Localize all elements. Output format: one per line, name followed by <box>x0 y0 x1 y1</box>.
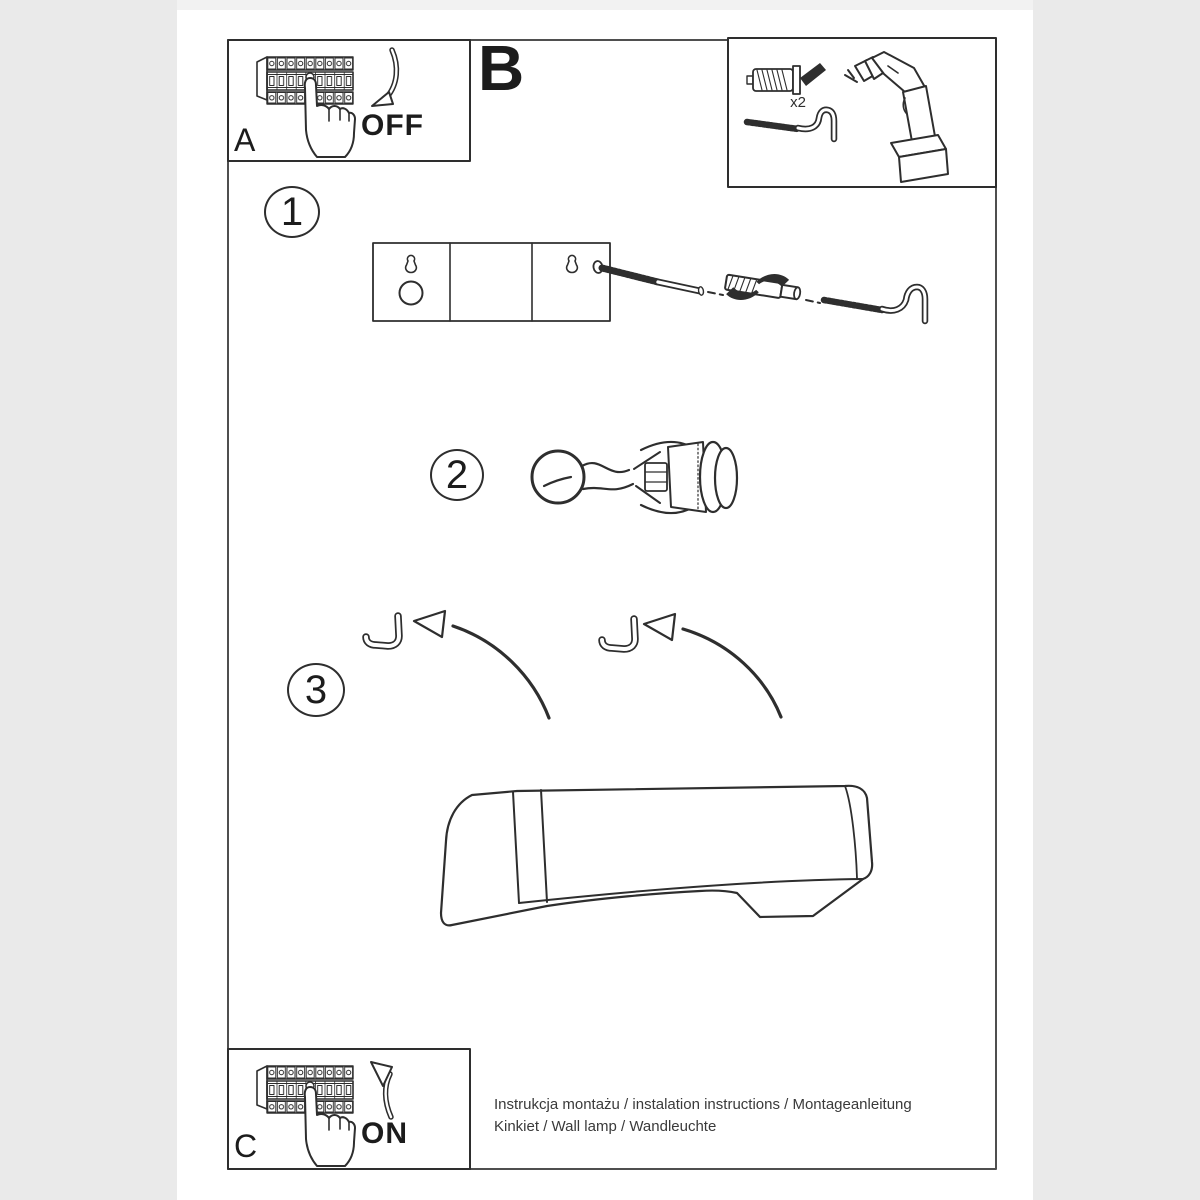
step2-socket <box>532 442 737 513</box>
outer-frame <box>228 40 996 1169</box>
wire-loop-icon <box>532 451 584 503</box>
lamp-socket-icon <box>582 442 737 513</box>
power-on-panel <box>228 1049 470 1169</box>
wall-lamp-body-icon <box>441 786 872 926</box>
mounting-plate-icon <box>373 243 610 321</box>
breaker-on-label: ON <box>361 1117 408 1150</box>
wall-anchor-icon <box>724 266 803 309</box>
hook-icon <box>366 616 635 649</box>
section-label-a: A <box>234 122 256 158</box>
breaker-off-label: OFF <box>361 109 424 142</box>
step-number-2-text: 2 <box>445 452 469 497</box>
section-label-c: C <box>234 1128 258 1164</box>
step-number-1-text: 1 <box>280 189 304 234</box>
step-number-2 <box>430 449 484 501</box>
step3-hang <box>366 611 781 718</box>
anchor-quantity-label: x2 <box>790 94 806 111</box>
section-label-b: B <box>478 32 525 104</box>
footer-caption <box>494 1094 912 1138</box>
curved-arrow-icon <box>414 611 781 718</box>
dashed-line <box>708 292 723 295</box>
power-off-panel <box>228 40 470 161</box>
footer-line-1: Instrukcja montażu / instalation instructions / Montageanleitung <box>494 1096 912 1113</box>
tools-box <box>728 38 996 187</box>
dashed-line <box>806 300 820 303</box>
step-number-1 <box>264 186 320 238</box>
step-number-3-text: 3 <box>304 667 328 712</box>
step-number-3 <box>287 663 345 717</box>
step1-mounting <box>373 243 925 321</box>
hook-screw-icon <box>824 287 925 321</box>
footer-line-2: Kinkiet / Wall lamp / Wandleuchte <box>494 1118 717 1135</box>
